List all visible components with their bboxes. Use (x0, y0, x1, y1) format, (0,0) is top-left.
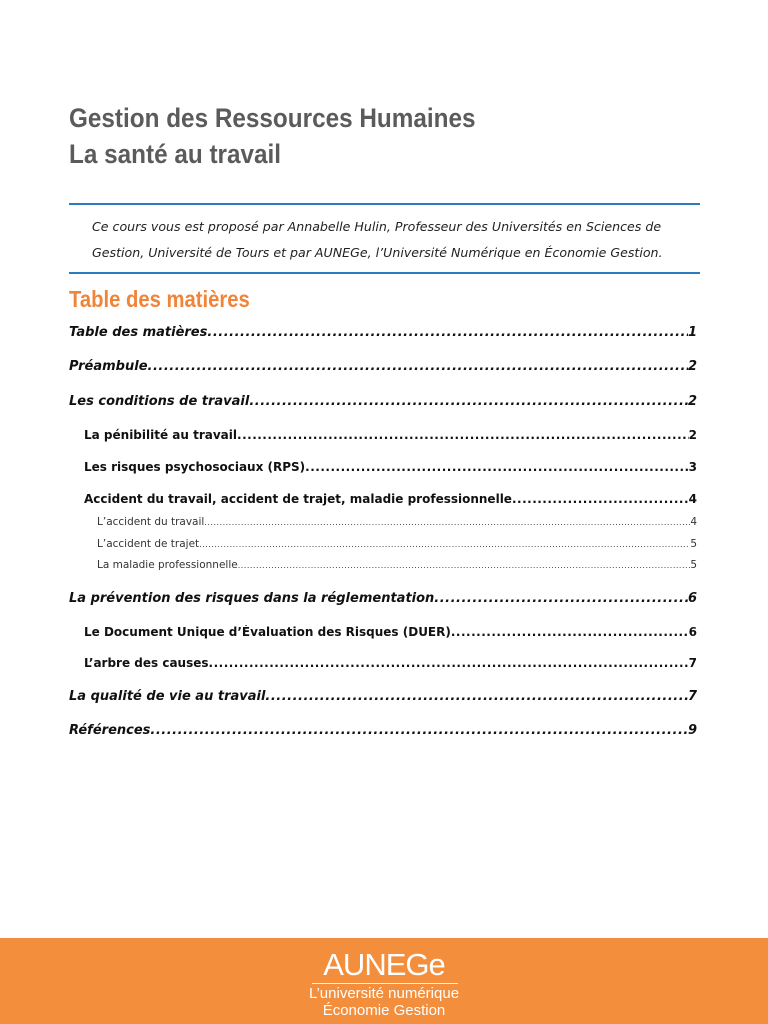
toc-entry-rps[interactable] (84, 460, 697, 474)
toc-entry-label: La maladie professionnelle (97, 559, 238, 571)
toc-leader-dots (265, 689, 688, 704)
toc-entry-page: 1 (687, 325, 697, 340)
toc-entry-label: Table des matières (69, 325, 208, 340)
toc-entry-page: 6 (688, 625, 697, 639)
logo-tagline-line-2: Économie Gestion (322, 1002, 446, 1019)
toc-leader-dots (512, 492, 689, 506)
toc-leader-dots (204, 518, 690, 527)
toc-leader-dots (150, 723, 688, 738)
toc-entry-label: La qualité de vie au travail (69, 689, 266, 704)
toc-entry-label: Accident du travail, accident de trajet, maladie professionnelle (84, 492, 512, 506)
toc-entry-page: 2 (687, 359, 697, 374)
toc-entry-label: Le Document Unique d’Évaluation des Risques (DUER) (84, 625, 451, 639)
toc-entry-label: L’accident de trajet (97, 538, 200, 550)
toc-leader-dots (209, 656, 689, 670)
toc-entry-accident-maladie[interactable] (84, 492, 697, 506)
toc-leader-dots (305, 460, 688, 474)
toc-entry-preambule[interactable] (69, 359, 697, 374)
toc-entry-page: 2 (688, 428, 697, 442)
toc-entry-table-des-matieres[interactable] (69, 325, 697, 340)
intro-text: Ce cours vous est proposé par Annabelle Hulin, Professeur des Universités en Sciences de Gestion, Université de Tours et par AUNEGe, l’Université Numérique en Économie Gestion. (92, 219, 663, 260)
aunege-logo-text: AUNEGe (323, 947, 445, 982)
toc-leader-dots (238, 561, 691, 570)
toc-entry-maladie-professionnelle[interactable] (97, 559, 697, 571)
toc-entry-page: 7 (688, 656, 697, 670)
toc-entry-penibilite[interactable] (84, 428, 697, 442)
toc-leader-dots (207, 325, 688, 340)
toc-entry-page: 4 (688, 492, 697, 506)
toc-entry-label: La pénibilité au travail (84, 428, 238, 442)
toc-heading: Table des matières (69, 286, 250, 312)
toc-leader-dots (148, 359, 688, 374)
toc-entry-label: Les risques psychosociaux (RPS) (84, 460, 306, 474)
logo-divider (312, 983, 458, 984)
toc-entry-page: 2 (687, 394, 697, 409)
toc-leader-dots (451, 625, 689, 639)
toc-entry-page: 3 (688, 460, 697, 474)
toc-entry-page: 7 (687, 689, 697, 704)
toc-entry-duer[interactable] (84, 625, 697, 639)
toc-entry-label: La prévention des risques dans la réglementation (69, 591, 435, 606)
toc-entry-accident-de-trajet[interactable] (97, 538, 697, 550)
toc-entry-page: 9 (687, 723, 697, 738)
toc-entry-accident-du-travail[interactable] (97, 516, 697, 528)
footer-banner (0, 938, 768, 1024)
document-title-line-1: Gestion des Ressources Humaines (69, 103, 476, 133)
toc-leader-dots (199, 540, 690, 549)
toc-leader-dots (249, 394, 688, 409)
toc-leader-dots (237, 428, 689, 442)
toc-entry-label: Préambule (69, 359, 148, 374)
toc-entry-page: 5 (690, 559, 697, 571)
toc-entry-label: L’arbre des causes (84, 656, 209, 670)
logo-tagline-line-1: L’université numérique (308, 985, 460, 1002)
toc-entry-label: L’accident du travail (97, 516, 205, 528)
toc-entry-page: 6 (687, 591, 697, 606)
toc-leader-dots (434, 591, 688, 606)
toc-entry-label: Références (69, 723, 151, 738)
toc-entry-label: Les conditions de travail (69, 394, 250, 409)
toc-entry-qualite-de-vie[interactable] (69, 689, 697, 704)
document-title-line-2: La santé au travail (69, 139, 282, 169)
toc-entry-prevention-risques[interactable] (69, 591, 697, 606)
toc-entry-references[interactable] (69, 723, 697, 738)
toc-entry-page: 5 (690, 538, 697, 550)
toc-entry-arbre-des-causes[interactable] (84, 656, 697, 670)
toc-entry-conditions-de-travail[interactable] (69, 394, 697, 409)
aunege-logo (0, 938, 768, 1024)
toc-entry-page: 4 (690, 516, 697, 528)
